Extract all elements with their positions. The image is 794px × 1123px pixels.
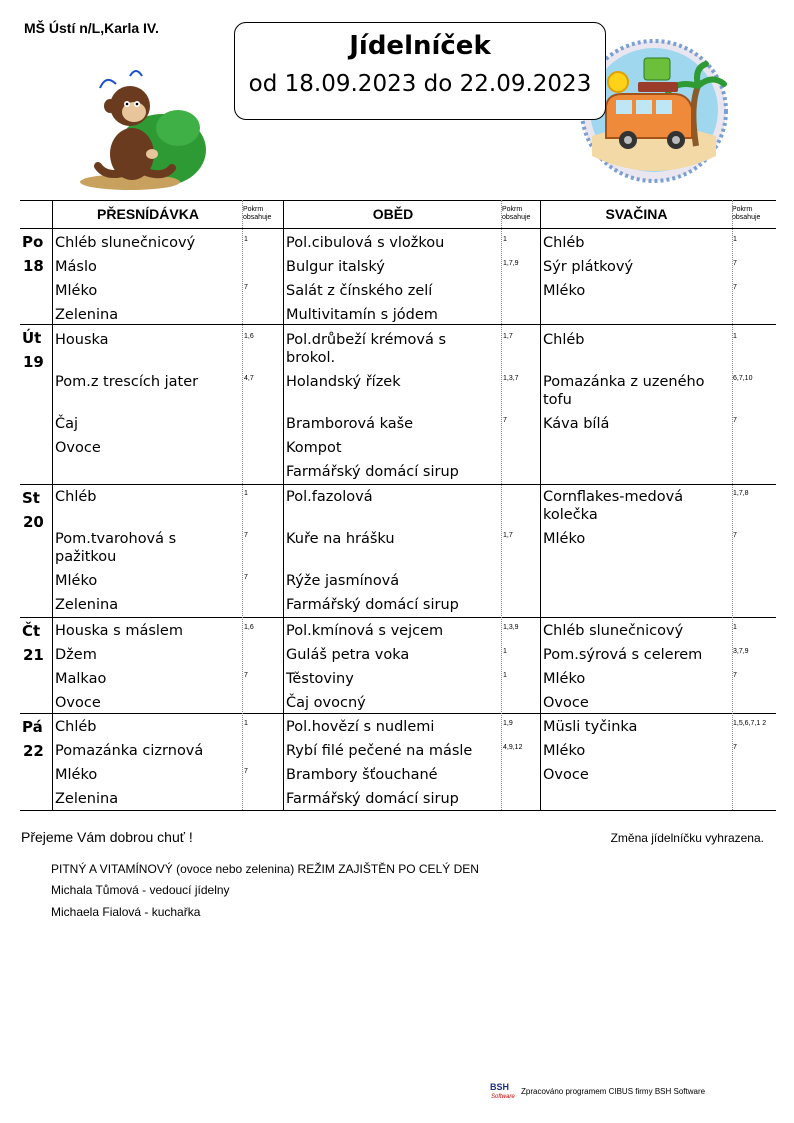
lunch-item: Holandský řízek xyxy=(286,374,401,390)
breakfast-item: Pom.z trescích jater xyxy=(55,374,199,390)
lunch-item: Farmářský domácí sirup xyxy=(286,464,459,480)
lunch-allergens: 7 xyxy=(503,417,507,424)
lunch-allergens: 1 xyxy=(503,648,507,655)
lunch-item: Pol.cibulová s vložkou xyxy=(286,235,445,251)
snack-allergens: 7 xyxy=(733,417,737,424)
regime-note: PITNÝ A VITAMÍNOVÝ (ovoce nebo zelenina) REŽIM ZAJIŠTĚN PO CELÝ DEN xyxy=(51,862,479,876)
breakfast-item: Zelenina xyxy=(55,791,119,807)
lunch-item: Pol.hovězí s nudlemi xyxy=(286,719,435,735)
lunch-item: Pol.fazolová xyxy=(286,489,373,505)
snack-allergens: 7 xyxy=(733,260,737,267)
day-name: Po xyxy=(22,233,44,251)
breakfast-item: Máslo xyxy=(55,259,97,275)
breakfast-allergens: 7 xyxy=(244,768,248,775)
lunch-allergens: 1,3,7 xyxy=(503,375,519,382)
lunch-allergens: 1,3,9 xyxy=(503,624,519,631)
breakfast-allergens: 7 xyxy=(244,672,248,679)
snack-item: Mléko xyxy=(543,283,586,299)
day-date: 18 xyxy=(23,257,44,275)
bsh-logo-sub: Software xyxy=(491,1094,515,1100)
lunch-item: Bramborová kaše xyxy=(286,416,414,432)
lunch-item: Multivitamín s jódem xyxy=(286,307,438,323)
change-note: Změna jídelníčku vyhrazena. xyxy=(610,831,764,845)
lunch-allergens: 1,7 xyxy=(503,333,513,340)
day-date: 19 xyxy=(23,353,44,371)
lunch-item: Farmářský domácí sirup xyxy=(286,791,459,807)
breakfast-item: Houska s máslem xyxy=(55,623,183,639)
day-date: 21 xyxy=(23,646,44,664)
snack-item: Müsli tyčinka xyxy=(543,719,638,735)
breakfast-item: Malkao xyxy=(55,671,107,687)
day-separator-line xyxy=(20,324,776,325)
day-name: Pá xyxy=(22,718,43,736)
day-separator-line xyxy=(20,810,776,811)
header-allergen-label: Pokrm obsahuje xyxy=(243,206,272,221)
menu-title: Jídelníček xyxy=(349,31,491,61)
breakfast-allergens: 7 xyxy=(244,574,248,581)
header-breakfast: PŘESNÍDÁVKA xyxy=(97,206,199,222)
breakfast-item: Chléb xyxy=(55,489,97,505)
lunch-item: Rybí filé pečené na másle xyxy=(286,743,473,759)
date-range: od 18.09.2023 do 22.09.2023 xyxy=(248,71,592,97)
breakfast-item: Zelenina xyxy=(55,597,119,613)
breakfast-item: Džem xyxy=(55,647,97,663)
breakfast-item: Mléko xyxy=(55,573,98,589)
title-box xyxy=(234,22,606,120)
breakfast-item: Čaj xyxy=(55,416,79,432)
column-line xyxy=(52,200,53,810)
header-lunch: OBĚD xyxy=(372,206,414,222)
breakfast-item: Ovoce xyxy=(55,695,101,711)
snack-item: Mléko xyxy=(543,743,586,759)
snack-item: Sýr plátkový xyxy=(543,259,634,275)
bsh-logo: BSH xyxy=(490,1082,510,1092)
snack-item: Ovoce xyxy=(543,767,589,783)
allergen-line xyxy=(242,200,243,810)
lunch-item: Pol.kmínová s vejcem xyxy=(286,623,444,639)
table-top-line xyxy=(20,200,776,201)
lunch-item: Kuře na hrášku xyxy=(286,531,395,547)
breakfast-item: Ovoce xyxy=(55,440,101,456)
snack-item: Chléb slunečnicový xyxy=(543,623,684,639)
lunch-item: Guláš petra voka xyxy=(286,647,410,663)
day-name: Út xyxy=(22,329,42,347)
column-line xyxy=(540,200,541,810)
snack-allergens: 7 xyxy=(733,744,737,751)
snack-item: Pomazánka z uzeného tofu xyxy=(543,374,705,408)
software-credit: Zpracováno programem CIBUS firmy BSH Software xyxy=(521,1087,706,1096)
snack-allergens: 7 xyxy=(733,532,737,539)
breakfast-allergens: 1 xyxy=(244,236,248,243)
lunch-item: Bulgur italský xyxy=(286,259,385,275)
allergen-line xyxy=(501,200,502,810)
monkey-illustration xyxy=(70,62,210,194)
day-date: 22 xyxy=(23,742,44,760)
snack-allergens: 1 xyxy=(733,333,737,340)
day-separator-line xyxy=(20,484,776,485)
day-separator-line xyxy=(20,713,776,714)
day-separator-line xyxy=(20,617,776,618)
lunch-item: Pol.drůbeží krémová s brokol. xyxy=(286,332,447,366)
breakfast-allergens: 1,6 xyxy=(244,333,254,340)
lunch-item: Rýže jasmínová xyxy=(286,573,400,589)
snack-allergens: 1 xyxy=(733,624,737,631)
breakfast-allergens: 7 xyxy=(244,284,248,291)
lunch-allergens: 4,9,12 xyxy=(503,744,523,751)
snack-allergens: 6,7,10 xyxy=(733,375,753,382)
breakfast-item: Houska xyxy=(55,332,109,348)
breakfast-item: Chléb slunečnicový xyxy=(55,235,196,251)
lunch-item: Čaj ovocný xyxy=(286,695,366,711)
breakfast-item: Mléko xyxy=(55,767,98,783)
snack-item: Pom.sýrová s celerem xyxy=(543,647,703,663)
lunch-allergens: 1,7 xyxy=(503,532,513,539)
snack-item: Mléko xyxy=(543,671,586,687)
breakfast-allergens: 1 xyxy=(244,720,248,727)
header-snack: SVAČINA xyxy=(605,206,668,222)
day-name: Čt xyxy=(22,622,41,640)
lunch-item: Farmářský domácí sirup xyxy=(286,597,459,613)
breakfast-item: Pom.tvarohová s pažitkou xyxy=(55,531,177,565)
snack-item: Mléko xyxy=(543,531,586,547)
breakfast-allergens: 1,6 xyxy=(244,624,254,631)
breakfast-allergens: 4,7 xyxy=(244,375,254,382)
snack-item: Chléb xyxy=(543,235,585,251)
snack-item: Káva bílá xyxy=(543,416,610,432)
lunch-allergens: 1,7,9 xyxy=(503,260,519,267)
snack-item: Chléb xyxy=(543,332,585,348)
snack-item: Ovoce xyxy=(543,695,589,711)
day-date: 20 xyxy=(23,513,44,531)
breakfast-item: Zelenina xyxy=(55,307,119,323)
breakfast-item: Chléb xyxy=(55,719,97,735)
snack-allergens: 1,5,6,7,1 2 xyxy=(733,720,767,727)
header-allergen-label: Pokrm obsahuje xyxy=(732,206,761,221)
lunch-item: Salát z čínského zelí xyxy=(286,283,433,299)
lunch-item: Kompot xyxy=(286,440,342,456)
snack-allergens: 7 xyxy=(733,284,737,291)
wish-text: Přejeme Vám dobrou chuť ! xyxy=(21,829,193,845)
snack-allergens: 3,7,9 xyxy=(733,648,749,655)
lunch-item: Těstoviny xyxy=(286,671,354,687)
snack-item: Cornflakes-medová kolečka xyxy=(543,489,684,523)
header-allergen-label: Pokrm obsahuje xyxy=(502,206,531,221)
lunch-allergens: 1 xyxy=(503,236,507,243)
cook-name: Michaela Fialová - kuchařka xyxy=(51,905,201,919)
snack-allergens: 1,7,8 xyxy=(733,490,749,497)
breakfast-item: Mléko xyxy=(55,283,98,299)
day-name: St xyxy=(22,489,40,507)
lunch-item: Brambory šťouchané xyxy=(286,767,438,783)
snack-allergens: 7 xyxy=(733,672,737,679)
breakfast-item: Pomazánka cizrnová xyxy=(55,743,204,759)
manager-name: Michala Tůmová - vedoucí jídelny xyxy=(51,883,230,897)
snack-allergens: 1 xyxy=(733,236,737,243)
breakfast-allergens: 1 xyxy=(244,490,248,497)
breakfast-allergens: 7 xyxy=(244,532,248,539)
lunch-allergens: 1 xyxy=(503,672,507,679)
school-name: MŠ Ústí n/L,Karla IV. xyxy=(24,20,159,36)
header-bottom-line xyxy=(20,228,776,229)
lunch-allergens: 1,9 xyxy=(503,720,513,727)
